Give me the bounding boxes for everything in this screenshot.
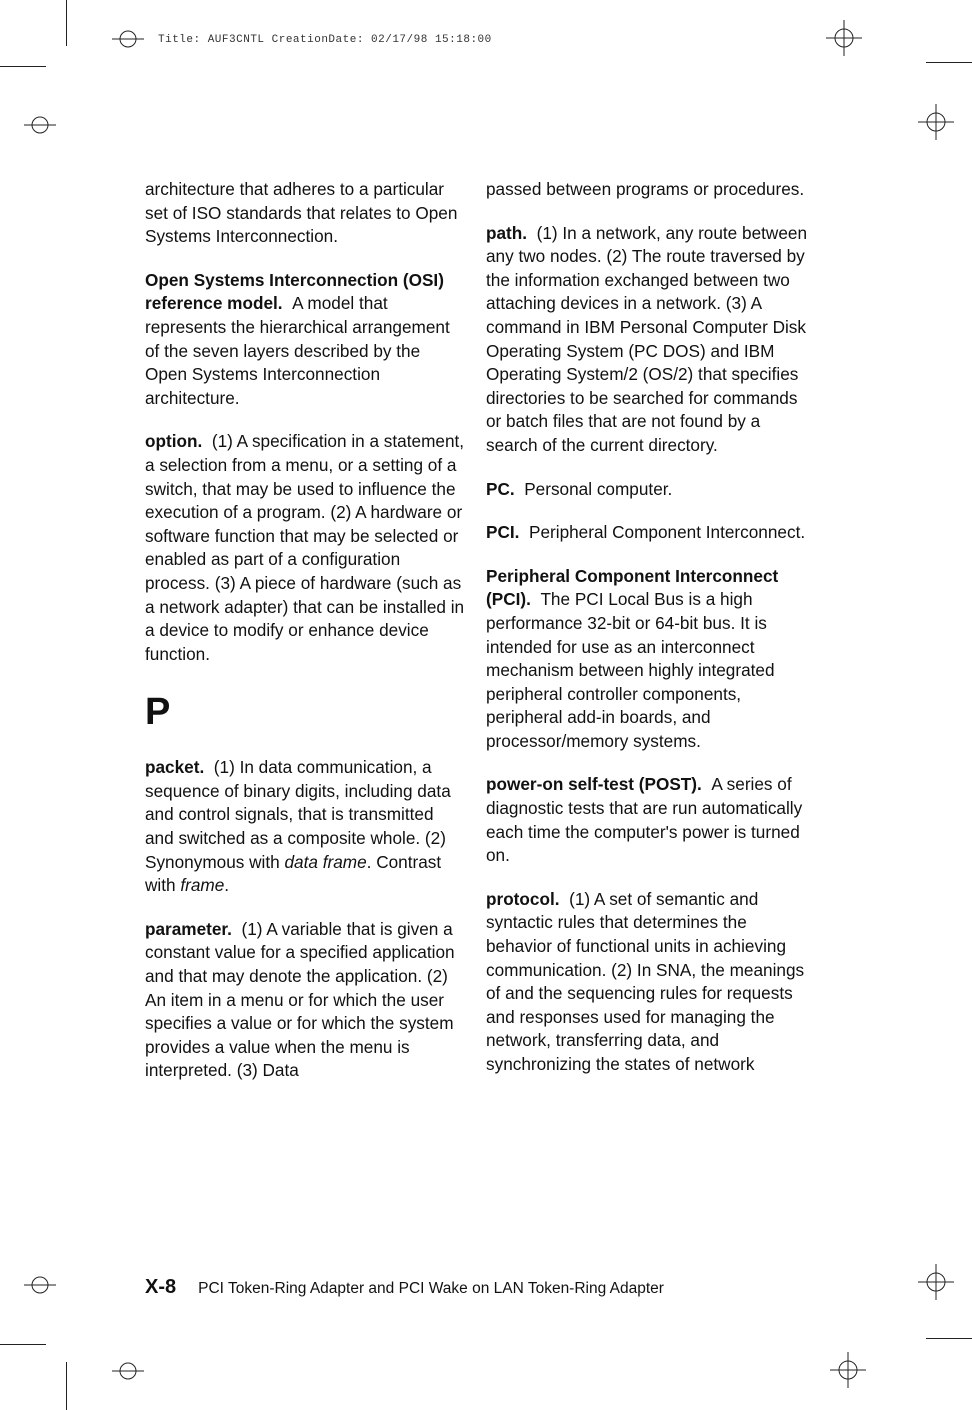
glossary-cross-reference: frame [180,875,225,896]
glossary-definition: The PCI Local Bus is a high performance 32-bit or 64-bit bus. It is intended for use as an interconnect mechanism between highly integrated peripheral controller components, peripheral add-in boards, and processor/memory systems. [486,589,775,751]
glossary-term: power-on self-test (POST). [486,774,702,795]
crop-line-top-left-vertical [66,0,67,46]
crop-line-bottom-left-horizontal [0,1344,46,1345]
registration-mark-icon [824,18,864,58]
glossary-definition: . Contrast with [145,851,442,896]
registration-mark-icon [110,24,146,54]
glossary-entry-continuation: passed between programs or procedures. [486,179,805,199]
registration-mark-icon [916,1262,956,1302]
glossary-definition: Peripheral Component Interconnect. [529,522,806,543]
glossary-entry-parameter [145,918,465,1083]
glossary-definition: A model that represents the hierarchical arrangement of the seven layers described by the Open Systems Interconnection architecture. [145,293,450,408]
glossary-term: option. [145,431,203,452]
glossary-entry-protocol [486,888,816,1077]
crop-line-bottom-left-vertical [66,1362,67,1410]
glossary-definition: Personal computer. [524,478,673,499]
glossary-definition: A series of diagnostic tests that are run automatically each time the computer's power is turned on. [486,774,803,866]
registration-mark-icon [22,1270,58,1300]
document-header: Title: AUF3CNTL CreationDate: 02/17/98 15:18:00 [158,34,492,46]
footer-title: PCI Token-Ring Adapter and PCI Wake on LAN Token-Ring Adapter [198,1280,664,1297]
glossary-column-right [486,178,816,1097]
glossary-entry-osi [145,269,465,411]
glossary-term: parameter. [145,918,232,939]
glossary-term: Open Systems Interconnection (OSI) reference model. [145,269,444,314]
glossary-definition: (1) A variable that is given a constant value for a specified application and that may denote the application. (2) An item in a menu or for which the user specifies a value or for which the system provides a value when the menu is interpreted. (3) Data [145,918,455,1081]
glossary-entry-path [486,222,816,458]
glossary-term: path. [486,222,528,243]
glossary-entry-packet [145,756,465,898]
registration-mark-icon [22,110,58,140]
glossary-definition: (1) In a network, any route between any two nodes. (2) The route traversed by the information exchanged between two attaching devices in a network. (3) A command in IBM Personal Computer Disk Operating System (PC DOS) and IBM Operating System/2 (OS/2) that specifies directories to be searched for commands or batch files that are not found by a search of the current directory. [486,222,808,455]
glossary-entry-post [486,773,816,867]
glossary-term: protocol. [486,888,560,909]
glossary-cross-reference: data frame [284,851,367,872]
glossary-term: Peripheral Component Interconnect (PCI). [486,565,779,610]
crop-line-top-right-horizontal [926,62,972,63]
crop-line-top-left-horizontal [0,66,46,67]
glossary-definition: (1) In data communication, a sequence of binary digits, including data and control signals, that is transmitted and switched as a composite whole. (2) Synonymous with [145,757,451,872]
page-number: X-8 [145,1276,177,1298]
registration-mark-icon [828,1350,868,1390]
glossary-entry-pc [486,478,816,502]
registration-mark-icon [916,102,956,142]
glossary-definition: (1) A set of semantic and syntactic rules that determines the behavior of functional units in achieving communication. (2) In SNA, the meanings of and the sequencing rules for requests and responses used for managing the network, transferring data, and synchronizing the states of network [486,888,805,1074]
glossary-definition: . [224,875,230,896]
glossary-column-left [145,178,465,1103]
registration-mark-icon [110,1356,146,1386]
glossary-definition: (1) A specification in a statement, a selection from a menu, or a setting of a switch, that may be used to influence the execution of a program. (2) A hardware or software function that may be selected or enabled as part of a configuration process. (3) A piece of hardware (such as a network adapter) that can be installed in a device to modify or enhance device function. [145,431,465,664]
glossary-term: PC. [486,478,515,499]
glossary-term: packet. [145,757,205,778]
page-footer [145,1276,664,1299]
glossary-entry-pci [486,521,816,545]
crop-line-bottom-right-horizontal [926,1338,972,1339]
section-letter-heading: P [145,691,171,734]
glossary-term: PCI. [486,522,520,543]
glossary-entry-continuation: architecture that adheres to a particular set of ISO standards that relates to Open Systems Interconnection. [145,179,458,247]
glossary-entry-pci-full [486,565,816,754]
glossary-entry-option [145,430,465,666]
